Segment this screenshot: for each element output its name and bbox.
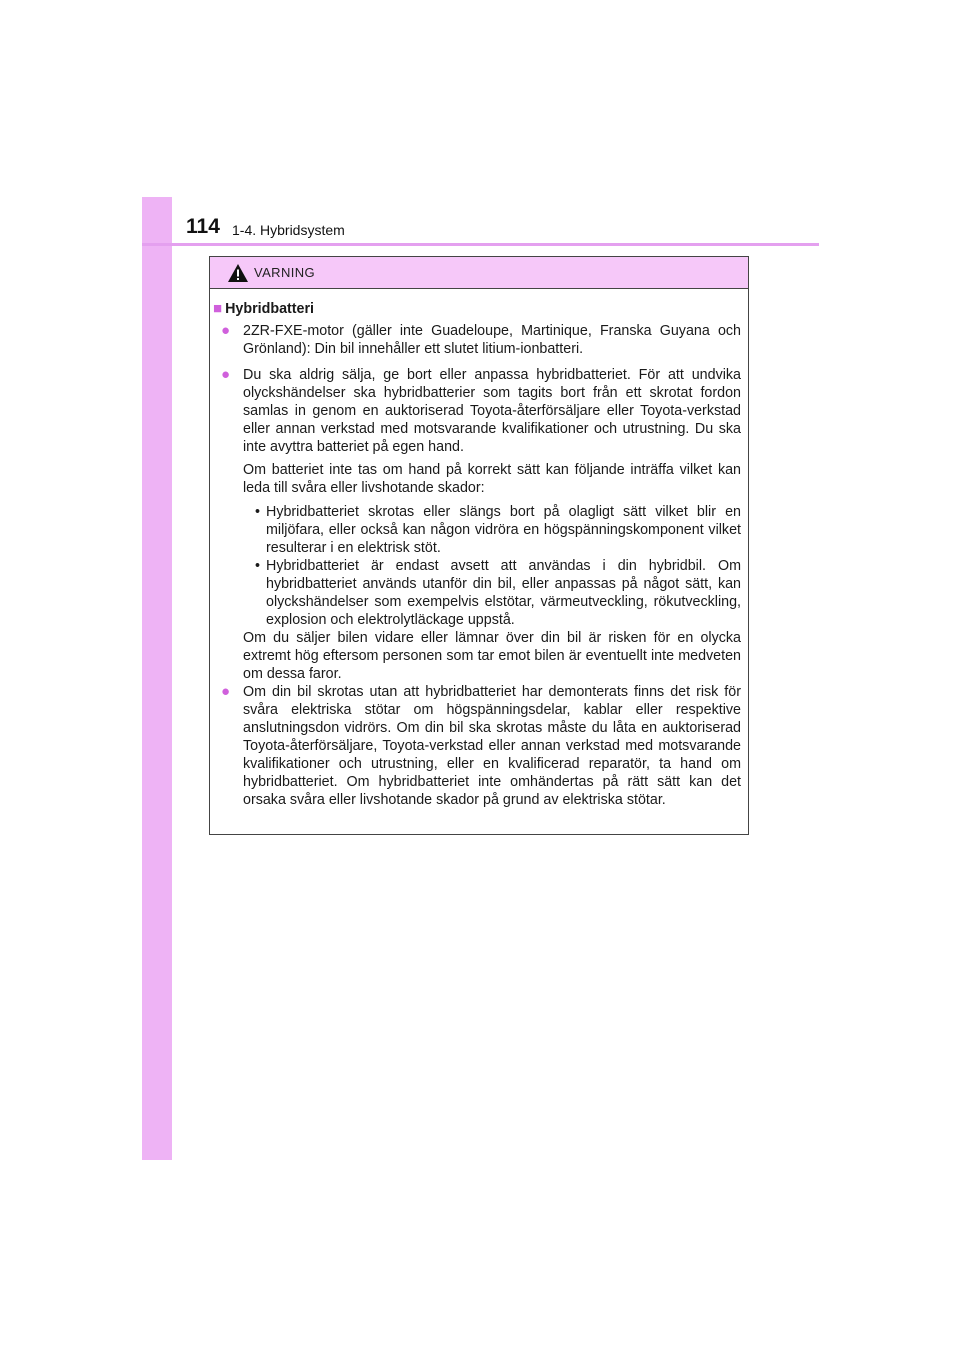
warning-header xyxy=(210,257,748,289)
bullet-text: Om din bil skrotas utan att hybridbatteriet har demonterats finns det risk för svåra elektriska stötar om högspänningsdelar, kablar eller respektive anslutningsdon vidrörs. Om din bil ska skrotas måste du låta en auktoriserad Toyota-återförsäljare, Toyota-verkstad eller annan verkstad med motsvarande kvalifikationer och utrustning, eller en kvalificerad reparatör, ta hand om hybridbatteriet. Om hybridbatteriet inte omhändertas på rätt sätt kan det orsaka svåra eller livshotande skador på grund av elektriska stötar. xyxy=(243,684,741,808)
dot-bullet: • xyxy=(255,558,261,574)
paragraph: Om du säljer bilen vidare eller lämnar över din bil är risken för en olycka extremt hög eftersom personen som tar emot bilen är eventuellt inte medveten om dessa faror. xyxy=(243,630,741,682)
heading-hybridbatteri xyxy=(213,300,314,318)
dot-bullet: • xyxy=(255,504,261,520)
sub-list-item xyxy=(243,557,741,629)
sub-list-text: Hybridbatteriet skrotas eller slängs bort på olagligt sätt vilket blir en miljöfara, eller också kan någon vidröra en högspänningskomponent vilket resulterar i en elektrisk stöt. xyxy=(266,504,741,556)
bullet-item xyxy=(221,322,741,358)
warning-title: VARNING xyxy=(254,265,316,280)
chapter-sidebar-tab xyxy=(142,197,172,1160)
bullet-item xyxy=(221,683,741,809)
circle-bullet-icon: ● xyxy=(221,322,231,339)
section-title: 1-4. Hybridsystem xyxy=(232,222,345,238)
circle-bullet-icon: ● xyxy=(221,366,231,383)
bullet-text: 2ZR-FXE-motor (gäller inte Guadeloupe, Martinique, Franska Guyana och Grönland): Din bil innehåller ett slutet litium-ionbatteri. xyxy=(243,323,741,357)
sub-list-text: Hybridbatteriet är endast avsett att användas i din hybridbil. Om hybridbatteriet används utanför din bil, eller anpassas på något sätt, kan olyckshändelser som exempelvis elstötar, värmeutveckling, rökutveckling, explosion och elektrolytläckage uppstå. xyxy=(266,558,741,628)
circle-bullet-icon: ● xyxy=(221,683,231,700)
sub-list-item xyxy=(243,503,741,557)
header-divider xyxy=(142,243,819,246)
heading-text: Hybridbatteri xyxy=(225,301,315,317)
bullet-text: Du ska aldrig sälja, ge bort eller anpassa hybridbatteriet. För att undvika olyckshändelser ska hybridbatterier som tagits bort från ett skrotat fordon samlas in genom en auktoriserad Toyota-återförsäljare eller Toyota-verkstad eller annan verkstad med motsvarande kvalifikationer och utrustning. Du ska inte avyttra batteriet på egen hand. xyxy=(243,367,741,455)
page-number: 114 xyxy=(186,215,220,238)
bullet-item xyxy=(221,366,741,456)
warning-box xyxy=(209,256,749,835)
square-bullet-icon: ■ xyxy=(213,300,223,317)
paragraph: Om batteriet inte tas om hand på korrekt sätt kan följande inträffa vilket kan leda till svåra eller livshotande skador: xyxy=(243,462,741,496)
warning-triangle-icon xyxy=(227,263,249,283)
